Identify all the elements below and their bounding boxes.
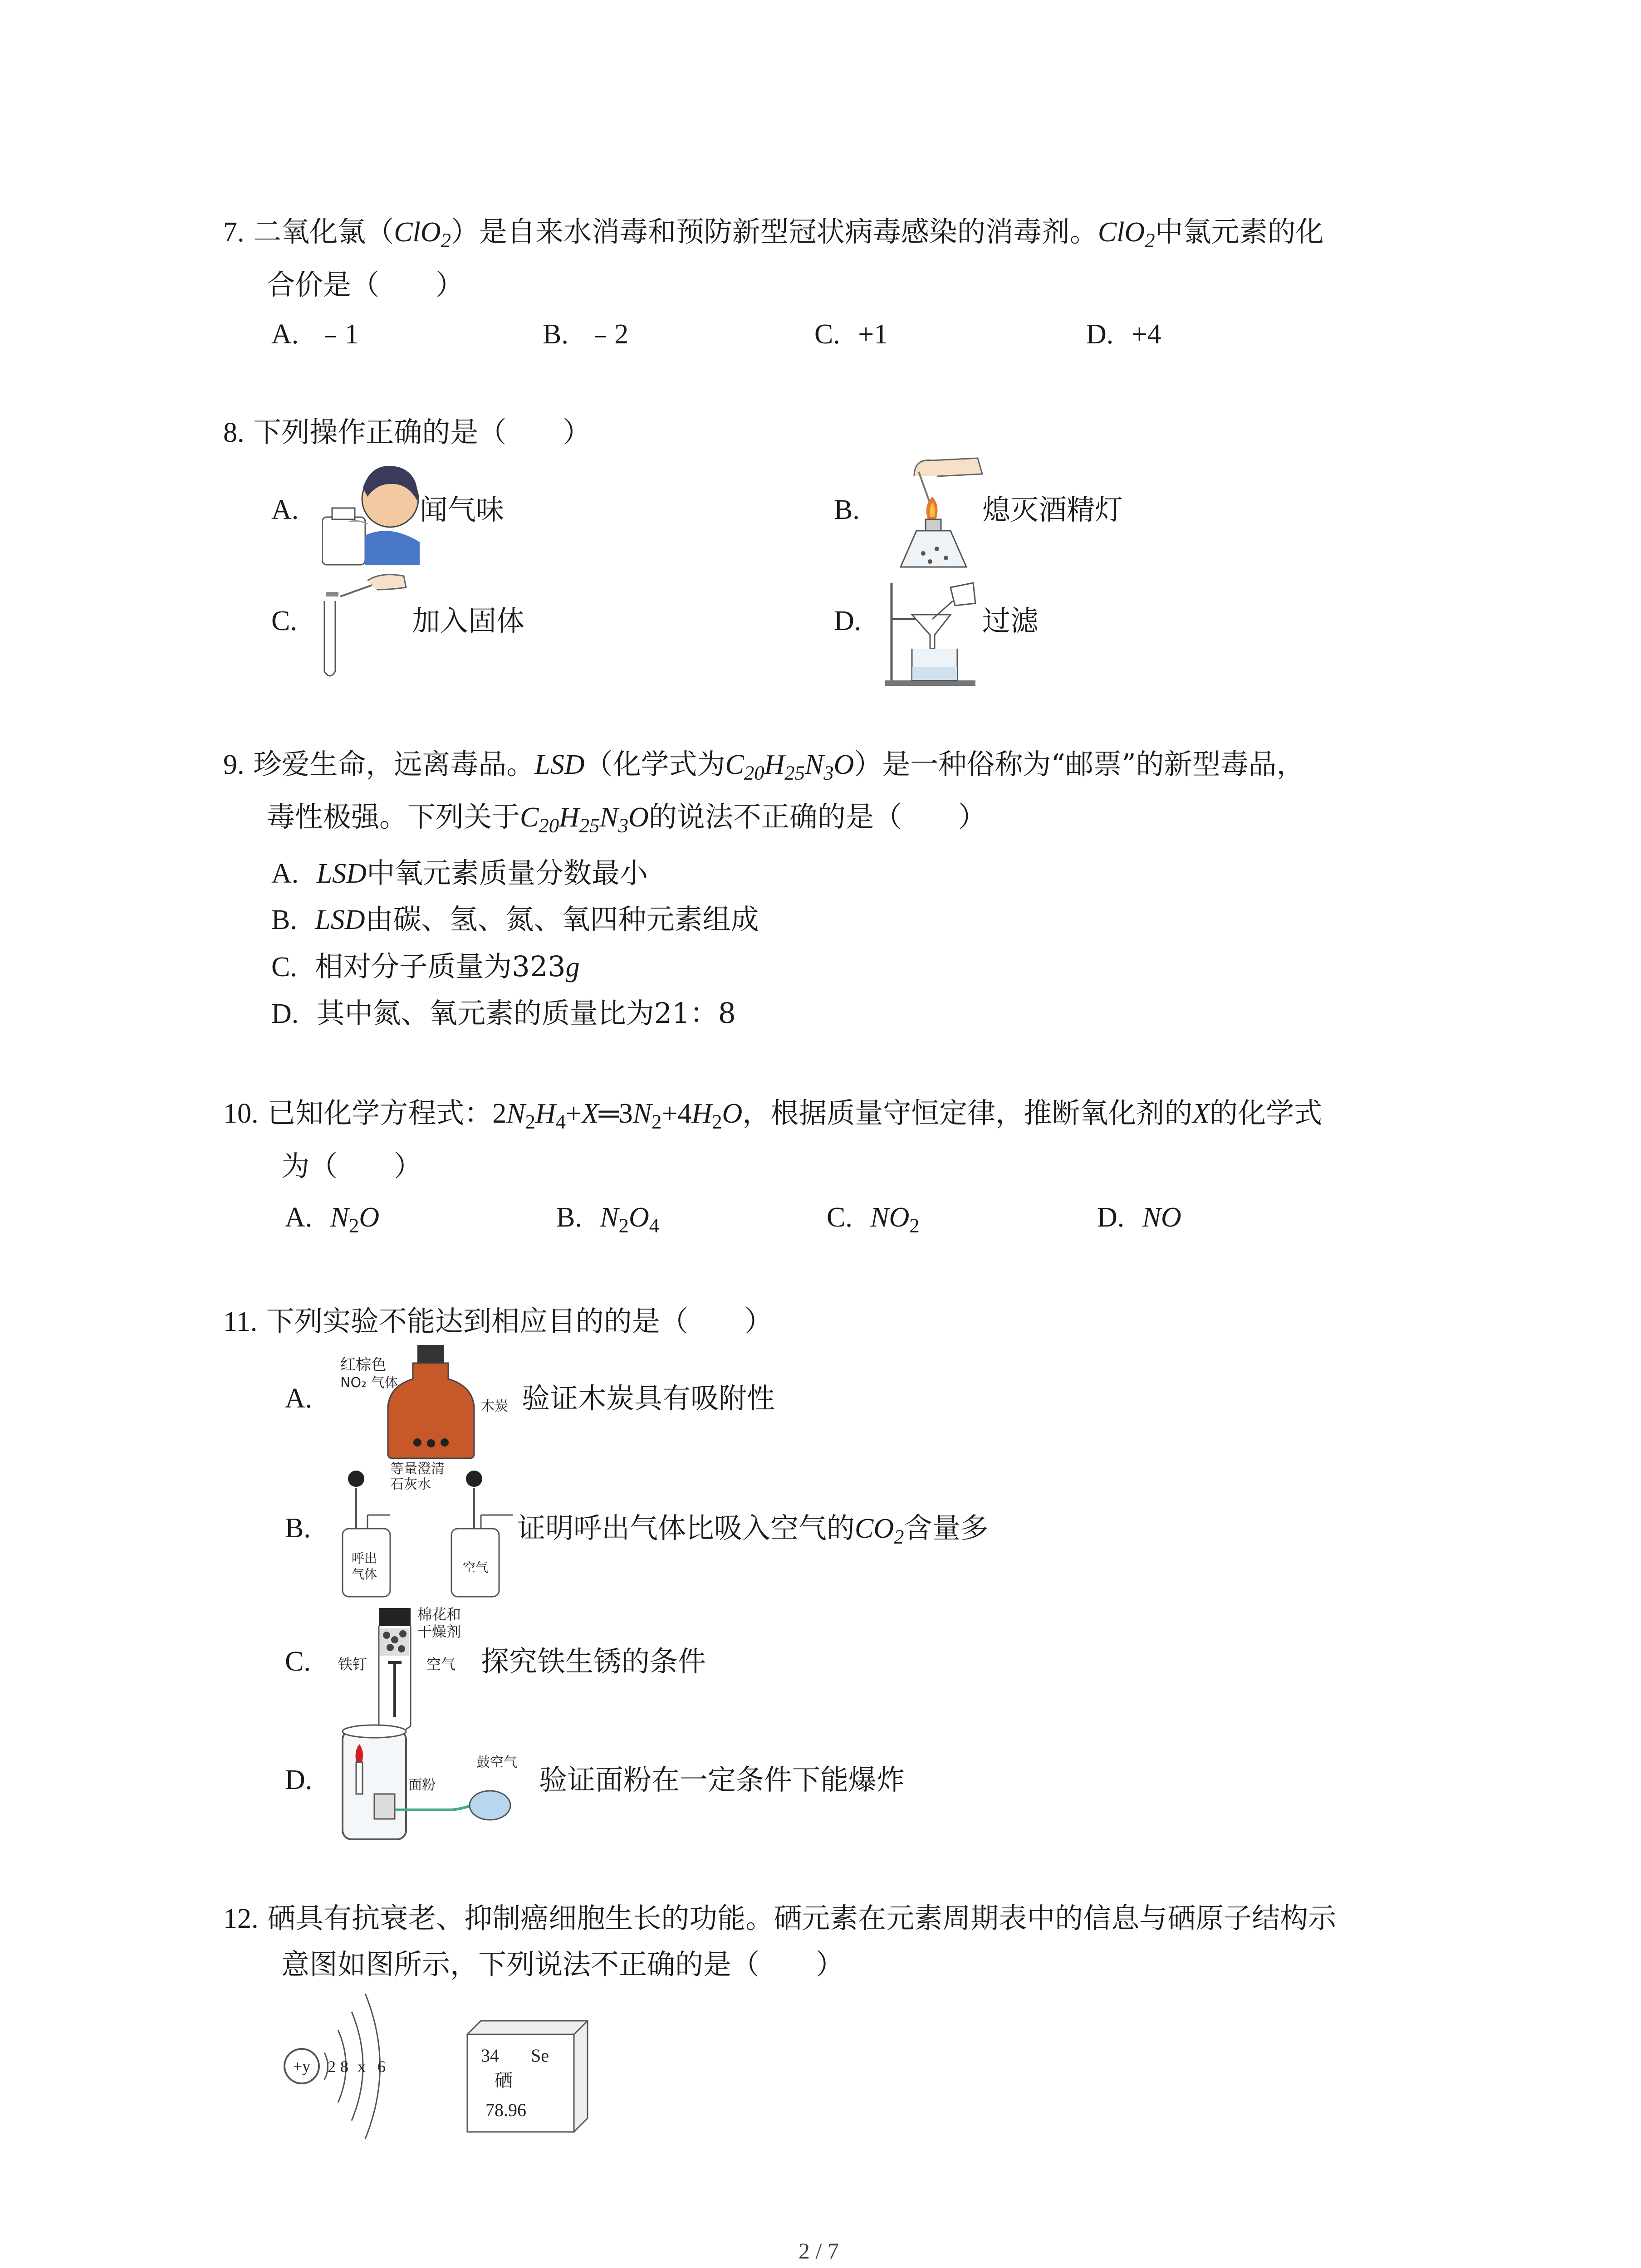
q8-stem: 下列操作正确的是（ ）: [253, 415, 591, 449]
add-solid-figure: [313, 569, 413, 680]
flour-explosion-figure: [336, 1721, 535, 1844]
q8-option-d-text: 过滤: [982, 604, 1039, 637]
q11-option-a-letter[interactable]: A.: [285, 1383, 313, 1414]
nucleus-label: +y: [293, 2057, 311, 2075]
q9-stem-line1: 9. 珍爱生命，远离毒品。LSD（化学式为$C_{20}H_{25}N_3O$）是一种俗称为“邮票”的新型毒品，: [223, 748, 1305, 784]
atomic-number: 34: [481, 2045, 499, 2066]
q10-option-a[interactable]: A. $N_2O$: [285, 1202, 380, 1237]
fig-a-label-red: 红棕色: [340, 1356, 387, 1374]
fig-b-label-top: 等量澄清: [390, 1461, 445, 1477]
fig-b-label-top2: 石灰水: [390, 1476, 431, 1492]
q7-option-c[interactable]: C. +1: [814, 319, 888, 350]
fig-c-label-cotton: 棉花和: [417, 1606, 461, 1623]
q11-option-a-text: 验证木炭具有吸附性: [522, 1382, 775, 1415]
q9-stem-line2: 毒性极强。下列关于$C_{20}H_{25}N_3O$的说法不正确的是（ ）: [267, 800, 986, 837]
iron-rust-figure: [336, 1606, 490, 1737]
carbon-adsorption-figure: [336, 1343, 517, 1461]
q7-stem-line2: 合价是（ ）: [267, 268, 464, 301]
fig-d-label-flour: 面粉: [408, 1777, 436, 1793]
page-number: 2 / 7: [798, 2238, 839, 2263]
q9-option-b[interactable]: B. LSD由碳、氢、氮、氧四种元素组成: [271, 903, 759, 936]
selenium-atom-structure-diagram: [277, 1984, 408, 2148]
q9-option-a[interactable]: A. LSD中氧元素质量分数最小: [271, 856, 648, 890]
q10-option-d[interactable]: D. NO: [1097, 1202, 1181, 1233]
selenium-periodic-table-cell: [463, 2016, 590, 2139]
q8-option-b-letter[interactable]: B.: [834, 494, 860, 525]
element-symbol: Se: [531, 2045, 549, 2066]
q9-option-c[interactable]: C. 相对分子质量为323g: [271, 950, 580, 983]
q7-option-d[interactable]: D. +4: [1086, 319, 1161, 350]
q12-stem-line2: 意图如图所示，下列说法不正确的是（ ）: [281, 1948, 844, 1981]
q11-option-d-text: 验证面粉在一定条件下能爆炸: [539, 1763, 905, 1796]
q11-option-d-letter[interactable]: D.: [285, 1765, 313, 1795]
smell-gas-figure: [322, 456, 422, 567]
q9-option-d[interactable]: D. 其中氮、氧元素的质量比为21：8: [271, 997, 736, 1030]
q8-option-a-letter[interactable]: A.: [271, 494, 299, 525]
q11-number: 11.: [223, 1306, 258, 1337]
fig-b-label-exhale2: 气体: [352, 1567, 377, 1582]
fig-d-label-blow: 鼓空气: [476, 1755, 517, 1770]
q10-stem-line1: 10. 已知化学方程式：$2N_2H_4+X═3N_2+4H_2O$，根据质量守恒定律，推断氧化剂的X的化学式: [223, 1096, 1323, 1133]
q7-option-a[interactable]: A. ﹣1: [271, 319, 359, 350]
q11-option-b-text: 证明呼出气体比吸入空气的$CO_2$含量多: [517, 1511, 989, 1548]
extinguish-alcohol-lamp-figure: [887, 449, 987, 572]
fig-c-label-dry: 干燥剂: [417, 1623, 461, 1640]
q8-option-c-letter[interactable]: C.: [271, 606, 297, 636]
shell-4-count: 6: [377, 2058, 386, 2076]
fig-b-label-air: 空气: [463, 1560, 489, 1575]
q11-option-b-letter[interactable]: B.: [285, 1513, 311, 1544]
co2-comparison-figure: [336, 1461, 517, 1601]
q11-option-c-letter[interactable]: C.: [285, 1646, 311, 1677]
shell-2-count: 8: [340, 2058, 348, 2076]
q7-stem-line1: 二氧化氯（ClO$_2$）是自来水消毒和预防新型冠状病毒感染的消毒剂。ClO$_2$中氯元素的化: [253, 215, 1324, 252]
q7-number: 7.: [223, 217, 245, 248]
q8-option-d-letter[interactable]: D.: [834, 606, 862, 636]
fig-c-label-nail: 铁钉: [338, 1656, 367, 1673]
q11-stem: 下列实验不能达到相应目的的是（ ）: [266, 1305, 773, 1338]
q12-stem-line1: 硒具有抗衰老、抑制癌细胞生长的功能。硒元素在元素周期表中的信息与硒原子结构示: [267, 1901, 1337, 1935]
shell-3-count: x: [358, 2058, 366, 2076]
q12-number: 12.: [223, 1903, 259, 1934]
q11-option-c-text: 探究铁生锈的条件: [481, 1645, 706, 1678]
filtration-figure: [882, 569, 987, 687]
q7-option-b[interactable]: B. ﹣2: [543, 319, 629, 350]
q8-option-b-text: 熄灭酒精灯: [982, 493, 1123, 526]
q10-option-c[interactable]: C. $NO_2$: [827, 1202, 920, 1237]
q10-option-b[interactable]: B. $N_2O_4$: [556, 1202, 660, 1237]
q8-number: 8.: [223, 417, 245, 448]
fig-a-label-carbon: 木炭: [481, 1398, 508, 1414]
q8-option-c-text: 加入固体: [412, 604, 525, 637]
fig-a-label-no2: NO₂ 气体: [340, 1375, 398, 1391]
shell-1-count: 2: [328, 2058, 336, 2076]
fig-c-label-air: 空气: [426, 1656, 456, 1673]
q8-option-a-text: 闻气味: [420, 493, 505, 526]
q10-stem-line2: 为（ ）: [281, 1149, 422, 1183]
element-name: 硒: [495, 2070, 513, 2091]
fig-b-label-exhale: 呼出: [352, 1551, 377, 1566]
atomic-mass: 78.96: [485, 2100, 526, 2120]
